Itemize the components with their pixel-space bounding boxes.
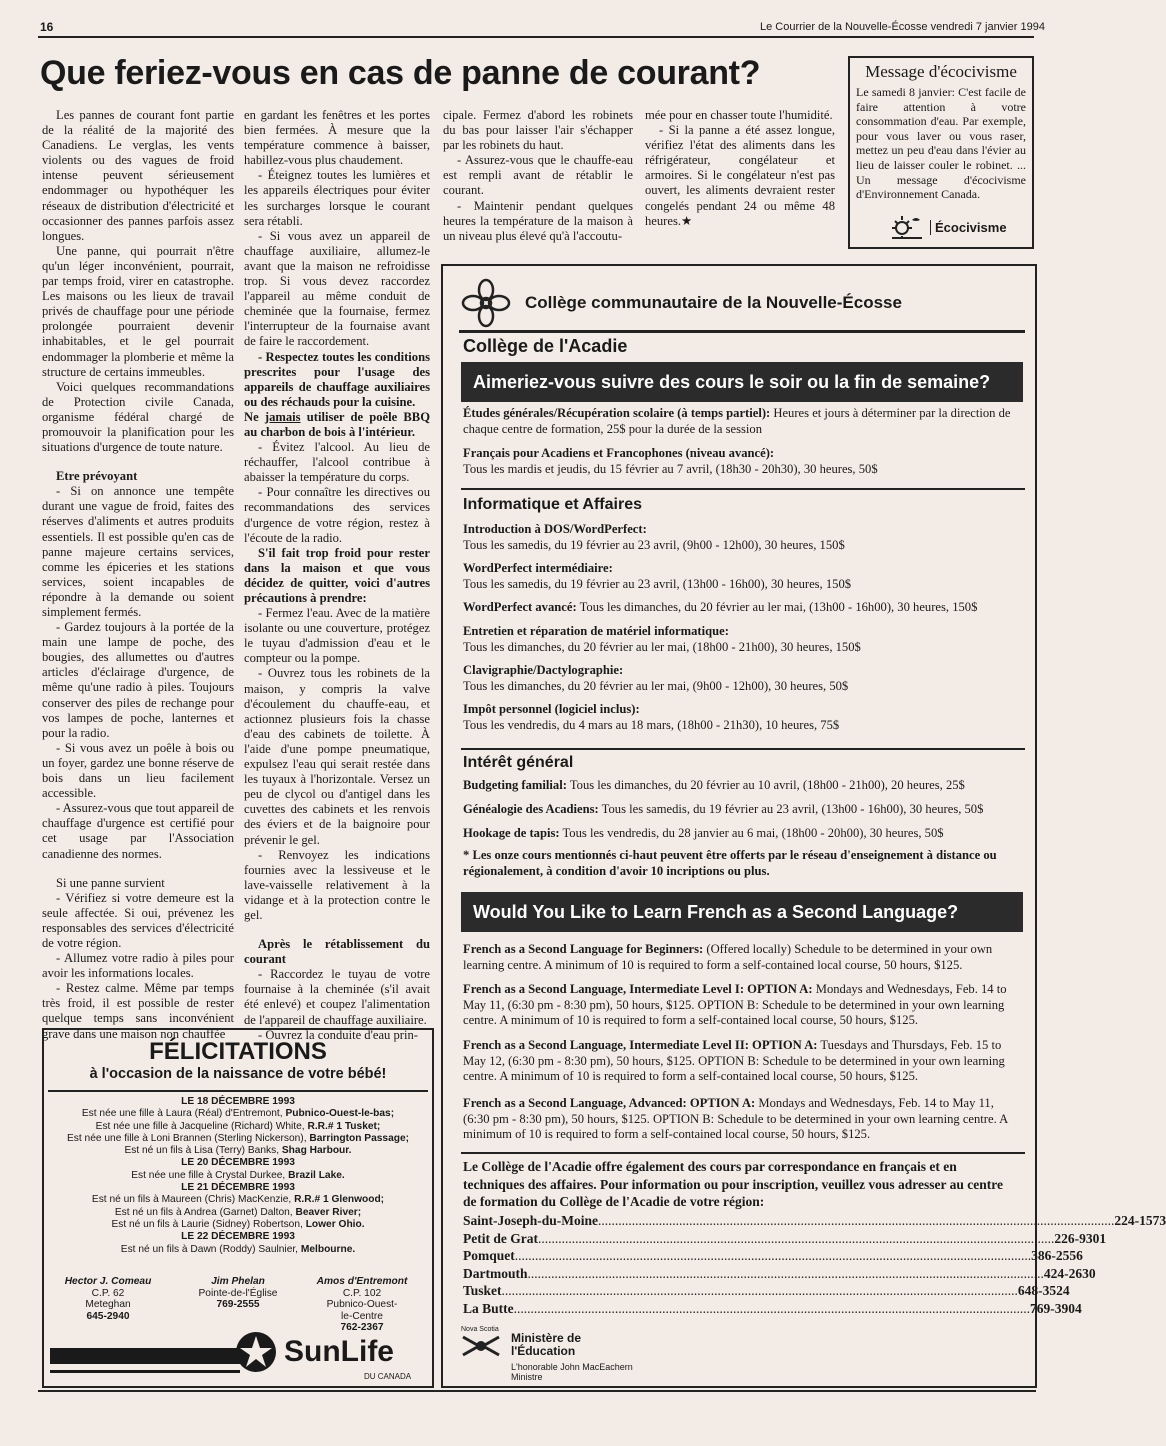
paragraph: - Restez calme. Même par temps très froid, il est possible de rester quelque temps sans inconvénient grave dans une maison non chauffée <box>42 981 234 1041</box>
sponsor-name: Amos d'Entremont <box>316 1276 408 1287</box>
birth-entry <box>50 1133 426 1145</box>
bottom-rule <box>38 1390 1036 1392</box>
sponsor-line: Meteghan <box>85 1299 131 1311</box>
sponsor-line: Pubnico-Ouest- <box>326 1299 398 1311</box>
course-title: French as a Second Language, Intermediate Level II: OPTION A: <box>463 1038 818 1052</box>
course-title: Généalogie des Acadiens: <box>463 802 599 816</box>
paragraph: - Maintenir pendant quelques heures la température de la maison à un niveau plus élevé qu'à l'accoutu- <box>443 198 633 243</box>
sponsor-name: Hector J. Comeau <box>64 1276 152 1287</box>
phone-number: 386-2556 <box>1031 1248 1083 1264</box>
course-details: Mondays and Wednesdays, Feb. 14 to May 11, (6:30 pm - 8:30 pm), 50 hours, $125. OPTION B: Schedule to be determined in your own learning centre. A minimum of 10 is required to form a self-contained local course, 50 hours, $125. <box>463 1096 1008 1141</box>
felicitations-title: FÉLICITATIONS <box>149 1038 327 1065</box>
felicitations-subtitle: à l'occasion de la naissance de votre bébé! <box>89 1066 387 1082</box>
birth-entry <box>50 1170 426 1182</box>
emphasis-jamais: jamais <box>264 409 301 424</box>
birth-text: Est née une fille à Jacqueline (Richard) White, <box>95 1120 305 1132</box>
course-details: Tous les samedis, du 19 février au 23 avril, (9h00 - 12h00), 30 heures, 150$ <box>463 537 845 552</box>
course-title: Introduction à DOS/WordPerfect: <box>463 522 647 536</box>
course-title: French as a Second Language, Intermediate Level I: OPTION A: <box>463 982 813 996</box>
paragraph: - Gardez toujours à la portée de la main une lampe de poche, des bougies, des allumettes ou d'autres articles d'éclairage d'urgence, de même qu'une radio à piles. Toujours conserver des piles de rechange pour vos lampes de poche, lanternes et pour la radio. <box>42 620 234 740</box>
subheading-prevoyant: Etre prévoyant <box>56 469 138 484</box>
minister-name: L'honorable John MacEachern <box>511 1362 633 1372</box>
contact-text: Le Collège de l'Acadie offre également des cours par correspondance en français et en techniques des affaires. Pour information ou pour inscription, veuillez vous adresser au centre de formation du Collège de l'Acadie de votre région: <box>463 1159 1004 1209</box>
birth-date: LE 21 DÉCEMBRE 1993 <box>181 1182 295 1194</box>
birth-text: Est née une fille à Crystal Durkee, <box>131 1169 286 1181</box>
phone-row: Dartmouth ......................................................................................................................................................... 424-2630 <box>463 1265 1096 1281</box>
birth-place: Brazil Lake. <box>288 1169 345 1181</box>
course-item <box>463 1038 1023 1085</box>
phone-row: Petit de Grat ......................................................................................................................................................... 226-9301 <box>463 1230 1107 1246</box>
course-details: Tous les samedis, du 19 février au 23 avril, (13h00 - 16h00), 30 heures, 50$ <box>601 802 984 816</box>
paragraph: - Ouvrez la conduite d'eau prin- <box>258 1027 418 1042</box>
phone-number: 224-1573 <box>1114 1213 1166 1228</box>
course-details: Tous les dimanches, du 20 février au 10 avril, (18h00 - 21h00), 20 heures, 25$ <box>569 778 965 792</box>
fsl-banner: Would You Like to Learn French as a Second Language? <box>461 892 1023 932</box>
course-details: Tuesdays and Thursdays, Feb. 15 to May 12, (6:30 pm - 8:30 pm), 50 hours, $125. OPTION B: Schedule to be determined in your own learning centre. A minimum of 10 is required to form a self-contained local course, 50 hours, $125. <box>463 1038 1005 1083</box>
course-title: Français pour Acadiens et Francophones (niveau avancé): <box>463 446 775 460</box>
course-details: Tous les vendredis, du 4 mars au 18 mars, (18h00 - 21h30), 10 heures, 75$ <box>463 717 840 732</box>
felicitations-box <box>42 1028 434 1388</box>
paragraph: - Assurez-vous que le chauffe-eau est rempli avant de rétablir le courant. <box>443 153 633 198</box>
phone-row: Saint-Joseph-du-Moine ......................................................................................................................................................... 224-1573 <box>463 1213 1166 1228</box>
interest-note: * Les onze cours mentionnés ci-haut peuvent être offerts par le réseau d'enseignement à distance ou régionalement, à condition d'avoir 10 incriptions ou plus. <box>463 848 997 878</box>
section-rule <box>461 748 1025 750</box>
birth-text: Est né un fils à Laurie (Sidney) Robertson, <box>111 1218 303 1230</box>
course-item <box>463 778 1023 794</box>
article-column-3 <box>443 108 633 244</box>
birth-text: Est né un fils à Dawn (Roddy) Saulnier, <box>120 1243 299 1255</box>
course-item <box>463 1096 1023 1143</box>
phone-number: 648-3524 <box>1017 1283 1070 1299</box>
course-title: Impôt personnel (logiciel inclus): <box>463 702 640 716</box>
birth-entry <box>50 1121 426 1133</box>
paragraph: Les pannes de courant font partie de la réalité de la majorité des Canadiens. Le verglas, les vents violents ou des vagues de froid intense peuvent sérieusement endommager ou hypothéquer les réseaux de distribution d'électricité et occasionner des pannes parfois assez longues. <box>42 108 234 243</box>
course-details: Heures et jours à déterminer par la direction de chaque centre de formation, 25$ pour la durée de la session <box>463 406 1011 436</box>
course-title: Entretien et réparation de matériel informatique: <box>463 624 729 638</box>
paragraph: mée pour en chasser toute l'humidité. <box>645 108 833 122</box>
course-details: Tous les dimanches, du 20 février au ler mai, (18h00 - 21h00), 30 heures, 150$ <box>463 639 861 654</box>
course-title: WordPerfect avancé: <box>463 600 577 614</box>
course-item <box>463 406 1023 437</box>
paragraph: - Vérifiez si votre demeure est la seule affectée. Si oui, prévenez les responsables des services d'électricité de votre région. <box>42 890 234 950</box>
course-item <box>463 624 1023 655</box>
college-name: Collège communautaire de la Nouvelle-Écosse <box>525 293 902 312</box>
birth-entry <box>50 1108 426 1120</box>
birth-place: Beaver River; <box>295 1206 362 1218</box>
subheading-panne-survient: Si une panne survient <box>56 875 165 890</box>
article-column-4 <box>645 108 835 229</box>
paragraph: - Renvoyez les indications fournies avec la lessiveuse et le lave-vaisselle relativement à la vidange et à la protection contre le gel. <box>244 847 430 922</box>
sponsor-line: C.P. 62 <box>91 1287 125 1299</box>
college-ad <box>441 264 1166 1388</box>
ministry-name: Ministère de l'Éducation <box>511 1331 582 1358</box>
course-item <box>463 446 1023 477</box>
paragraph-bold: - Respectez toutes les conditions prescrites pour l'usage des appareils de chauffage auxiliaires ou des réchauds pour la cuisine. <box>244 349 430 409</box>
sponsor <box>178 1276 298 1311</box>
sponsor-phone: 762-2367 <box>340 1322 384 1334</box>
header-rule <box>38 36 1034 38</box>
sponsor-line: le-Centre <box>341 1310 383 1322</box>
birth-place: Pubnico-Ouest-le-bas; <box>285 1108 395 1120</box>
sponsor-phone: 769-2555 <box>216 1299 260 1311</box>
course-details: Tous les mardis et jeudis, du 15 février au 7 avril, (18h30 - 20h30), 30 heures, 50$ <box>463 461 878 476</box>
birth-place: Shag Harbour. <box>281 1145 352 1157</box>
minister-role: Ministre <box>511 1372 543 1382</box>
sunlife-logo <box>234 1330 394 1374</box>
paragraph: - Assurez-vous que tout appareil de chauffage d'urgence est certifié pour cet usage par l'Association canadienne des normes. <box>42 801 235 861</box>
eco-brand: Écocivisme <box>930 220 1007 235</box>
phone-place: Tusket <box>463 1283 502 1299</box>
birth-text: Est né un fils à Andrea (Garnet) Dalton, <box>114 1206 293 1218</box>
birth-date: LE 22 DÉCEMBRE 1993 <box>181 1231 295 1243</box>
section-rule <box>461 488 1025 490</box>
paragraph: cipale. Fermez d'abord les robinets du bas pour laisser l'air s'échapper par les robinets du haut. <box>443 108 633 153</box>
eco-text: Le samedi 8 janvier: C'est facile de faire attention à votre consommation d'eau. Par exemple, pour vous laver ou vous raser, mettez un peu d'eau dans l'évier au lieu de laisser couler le robinet. ... Un message d'écocivisme d'Environnement Canada. <box>856 85 1026 202</box>
course-details: Tous les dimanches, du 20 février au ler mai, (9h00 - 12h00), 30 heures, 50$ <box>463 678 849 693</box>
evening-courses-banner: Aimeriez-vous suivre des cours le soir ou la fin de semaine? <box>461 362 1023 402</box>
birth-text: Est né un fils à Lisa (Terry) Banks, <box>124 1145 280 1157</box>
section-informatique: Informatique et Affaires <box>463 496 642 513</box>
course-details: Tous les dimanches, du 20 février au ler mai, (13h00 - 16h00), 30 heures, 150$ <box>579 600 978 614</box>
phone-place: Petit de Grat <box>463 1230 538 1246</box>
sunlife-name: SunLife <box>284 1335 394 1368</box>
course-item <box>463 826 1023 842</box>
paper-dateline: Le Courrier de la Nouvelle-Écosse vendredi 7 janvier 1994 <box>760 21 1045 33</box>
paragraph: - Pour connaître les directives ou recommandations des services d'urgence de votre région, restez à l'écoute de la radio. <box>244 485 430 545</box>
course-details: Mondays and Wednesdays, Feb. 14 to May 11, (6:30 pm - 8:30 pm), 50 hours, $125. OPTION B: Schedule to be determined in your own learning centre. A minimum of 10 is required to form a self-contained local course, 50 hours, $125. <box>463 982 1007 1027</box>
acadie-title: Collège de l'Acadie <box>463 336 628 356</box>
paragraph-bold: Ne <box>244 409 259 424</box>
sponsor-line: Pointe-de-l'Église <box>198 1287 278 1299</box>
paragraph-bold: S'il fait trop froid pour rester dans la maison et que vous décidez de quitter, voici d'autres précautions à prendre: <box>244 545 430 605</box>
eco-logo <box>890 214 1007 240</box>
sponsor <box>302 1276 422 1334</box>
birth-entry <box>50 1244 426 1256</box>
college-header <box>461 278 902 328</box>
birth-place: R.R.# 1 Tusket; <box>307 1120 381 1132</box>
birth-text: Est née une fille à Loni Brannen (Sterling Nickerson), <box>66 1132 307 1144</box>
sponsor-name: Jim Phelan <box>211 1276 265 1287</box>
course-item <box>463 802 1023 818</box>
births-list <box>50 1096 426 1256</box>
phone-list <box>463 1212 1166 1318</box>
paragraph: - Si la panne a été assez longue, vérifiez l'état des aliments dans les réfrigérateur, congélateur et armoires. Si le congélateur n'est pas ouvert, les aliments devraient rester congelés pendant 24 ou même 48 heures.★ <box>645 123 835 228</box>
eco-title: Message d'écocivisme <box>865 62 1017 81</box>
phone-row: Tusket ......................................................................................................................................................... 648-3524 <box>463 1283 1070 1299</box>
course-details: Tous les samedis, du 19 février au 23 avril, (13h00 - 16h00), 30 heures, 150$ <box>463 576 852 591</box>
flower-logo-icon <box>461 278 511 328</box>
course-item <box>463 561 1023 592</box>
paragraph: - Allumez votre radio à piles pour avoir les informations locales. <box>42 951 234 981</box>
course-item <box>463 942 1023 973</box>
birth-place: Lower Ohio. <box>305 1218 365 1230</box>
course-title: French as a Second Language, Advanced: OPTION A: <box>463 1096 756 1110</box>
paragraph: Une panne, qui pourrait n'être qu'un léger inconvénient, pourrait, par temps froid, virer en catastrophe. Les maisons ou les lieux de travail privés de chauffage pour une période prolongée pourraient devenir inhabitables, et le gel pourrait endommager la plomberie et même la structure de certains immeubles. <box>42 243 234 379</box>
course-details: (Offered locally) Schedule to be determined in your own learning centre. A minimum of 10 is required to form a self-contained local course, 50 hours, $125. <box>463 942 993 972</box>
sunlife-bar <box>50 1348 240 1364</box>
phone-place: Pomquet <box>463 1248 515 1264</box>
course-title: Clavigraphie/Dactylographie: <box>463 663 624 677</box>
course-title: Hookage de tapis: <box>463 826 560 840</box>
paragraph: - Si on annonce une tempête durant une vague de froid, faites des réserves d'aliments et autres produits essentiels. Il est possible qu'en cas de panne majeure certains services, comme les épiceries et les stations services, soient incapables de répondre à la demande ou soient simplement fermés. <box>42 484 234 619</box>
sunlife-sun-icon <box>234 1330 278 1374</box>
birth-text: Est née une fille à Laura (Réal) d'Entremont, <box>81 1108 283 1120</box>
section-rule <box>461 1152 1025 1154</box>
paragraph: - Évitez l'alcool. Au lieu de réchauffer, l'alcool contribue à abaisser la température du corps. <box>244 440 430 485</box>
course-title: French as a Second Language for Beginners: <box>463 942 704 956</box>
sponsor <box>48 1276 168 1322</box>
birth-text: Est né un fils à Maureen (Chris) MacKenzie, <box>91 1194 292 1206</box>
paragraph: - Si vous avez un appareil de chauffage auxiliaire, allumez-le avant que la maison ne refroidisse trop. Si vous devez raccordez l'appareil au même conduit de cheminée que la fournaise, fermez l'interrupteur de la fournaise avant de faire le raccordement. <box>244 228 430 349</box>
birth-place: Melbourne. <box>300 1243 356 1255</box>
birth-place: R.R.# 1 Glenwood; <box>294 1194 385 1206</box>
ecocivisme-box <box>848 56 1034 249</box>
article-column-2 <box>244 108 430 1043</box>
article-column-1 <box>42 108 234 1042</box>
birth-date: LE 20 DÉCEMBRE 1993 <box>181 1157 295 1169</box>
sunlife-subtitle: DU CANADA <box>364 1372 412 1381</box>
course-title: Budgeting familial: <box>463 778 567 792</box>
course-item <box>463 663 1023 694</box>
birth-entry <box>50 1219 426 1231</box>
course-item <box>463 982 1023 1029</box>
paragraph: - Éteignez toutes les lumières et les appareils électriques pour éviter les surcharges lorsque le courant sera rétabli. <box>244 168 430 228</box>
paragraph: - Si vous avez un poêle à bois ou un foyer, gardez une bonne réserve de bois dans un lieu facilement accessible. <box>42 740 234 801</box>
subheading-retablissement: Après le rétablissement du courant <box>244 937 430 967</box>
nova-scotia-crest-icon <box>461 1333 501 1359</box>
sponsor-line: C.P. 102 <box>342 1287 382 1299</box>
course-title: Études générales/Récupération scolaire (à temps partiel): <box>463 406 771 420</box>
phone-place: Dartmouth <box>463 1265 528 1281</box>
course-item <box>463 522 1023 553</box>
phone-row: La Butte ......................................................................................................................................................... 769-3904 <box>463 1300 1082 1316</box>
sponsor-phone: 645-2940 <box>86 1310 130 1322</box>
phone-place: La Butte <box>463 1300 514 1316</box>
ministry-logo <box>461 1326 633 1382</box>
felicitations-rule <box>48 1090 428 1092</box>
page-number: 16 <box>40 20 54 34</box>
phone-number: 424-2630 <box>1043 1265 1096 1281</box>
course-details: Tous les vendredis, du 28 janvier au 6 mai, (18h00 - 20h00), 30 heures, 50$ <box>562 826 944 840</box>
article-headline: Que feriez-vous en cas de panne de courant? <box>40 54 761 92</box>
paragraph-bold: utiliser de poêle BBQ au charbon de bois à l'intérieur. <box>244 409 430 439</box>
birth-date: LE 18 DÉCEMBRE 1993 <box>181 1096 295 1107</box>
phone-place: Saint-Joseph-du-Moine <box>463 1213 599 1228</box>
course-item <box>463 600 1023 616</box>
paragraph: - Raccordez le tuyau de votre fournaise à la cheminée (s'il avait été enlevé) et coupez l'alimentation de l'appareil de chauffage auxiliaire. <box>244 967 430 1027</box>
sun-bird-icon <box>890 214 924 240</box>
phone-number: 769-3904 <box>1030 1300 1082 1316</box>
birth-place: Barrington Passage; <box>309 1132 410 1144</box>
section-interet: Intérêt général <box>463 754 574 771</box>
phone-number: 226-9301 <box>1054 1230 1107 1246</box>
paragraph: - Fermez l'eau. Avec de la matière isolante ou une couverture, protégez le tuyau d'admission d'eau et le compteur ou la pompe. <box>244 606 430 666</box>
sunlife-bar-thin <box>50 1370 240 1373</box>
birth-entry <box>50 1145 426 1157</box>
paragraph: Voici quelques recommandations de Protection civile Canada, organisme fédéral chargé de promouvoir la planification pour les situations d'urgence de toute nature. <box>42 379 234 455</box>
paragraph: en gardant les fenêtres et les portes bien fermées. À mesure que la température commence à baisser, habillez-vous plus chaudement. <box>244 108 430 168</box>
college-rule <box>459 330 1025 333</box>
birth-entry <box>50 1207 426 1219</box>
course-item <box>463 702 1023 733</box>
province-label: Nova Scotia <box>461 1326 499 1333</box>
phone-row: Pomquet ......................................................................................................................................................... 386-2556 <box>463 1248 1083 1264</box>
course-title: WordPerfect intermédiaire: <box>463 561 613 575</box>
paragraph: - Ouvrez tous les robinets de la maison, y compris la valve d'écoulement du chauffe-eau, et actionnez plusieurs fois la chasse d'eau des cabinets de toilette. À l'aide d'une pompe pneumatique, expulsez l'eau qui serait restée dans les tuyaux à l'horizontale. Versez un peu de clycol ou d'antigel dans les cuvettes des cabinets et les renvois des éviers et de la baignoire pour prévenir le gel. <box>244 666 430 847</box>
birth-entry <box>50 1194 426 1206</box>
